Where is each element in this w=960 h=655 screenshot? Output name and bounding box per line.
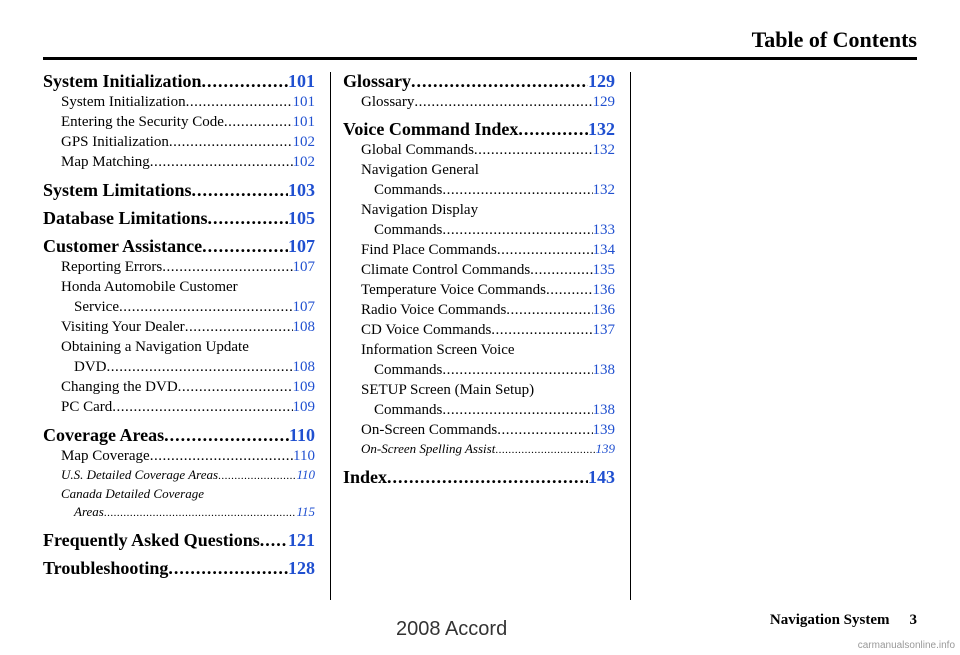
toc-item-reporting-errors[interactable]: Reporting Errors ..... 107: [43, 257, 315, 277]
toc-item-visiting-dealer[interactable]: Visiting Your Dealer ..... 108: [43, 317, 315, 337]
toc-item-global-commands[interactable]: Global Commands ..... 132: [343, 140, 615, 160]
toc-entry-system-initialization[interactable]: System Initialization ..... 101: [43, 70, 315, 92]
toc-item-canada-coverage-areas[interactable]: Areas ..... 115: [43, 503, 315, 522]
toc-item-radio-voice-commands[interactable]: Radio Voice Commands ..... 136: [343, 300, 615, 320]
header-rule: [43, 57, 917, 60]
toc-item-nav-display-commands[interactable]: Commands ..... 133: [343, 220, 615, 240]
footer-model: 2008 Accord: [396, 618, 508, 640]
toc-item-map-matching[interactable]: Map Matching ..... 102: [43, 152, 315, 172]
toc-item-climate-control-commands[interactable]: Climate Control Commands ..... 135: [343, 260, 615, 280]
toc-item-setup-screen-line1: SETUP Screen (Main Setup): [361, 382, 535, 398]
toc-item-info-screen-line1: Information Screen Voice: [361, 342, 515, 358]
toc-item-cd-voice-commands[interactable]: CD Voice Commands ..... 137: [343, 320, 615, 340]
toc-item-onscreen-spelling-assist[interactable]: On-Screen Spelling Assist ..... 139: [343, 440, 615, 459]
toc-item-find-place-commands[interactable]: Find Place Commands ..... 134: [343, 240, 615, 260]
toc-entry-customer-assistance[interactable]: Customer Assistance ..... 107: [43, 235, 315, 257]
toc-item-pc-card[interactable]: PC Card ..... 109: [43, 397, 315, 417]
footer-section-name: Navigation System: [769, 612, 890, 628]
toc-entry-database-limitations[interactable]: Database Limitations ..... 105: [43, 207, 315, 229]
toc-item-nav-general-line1: Navigation General: [361, 162, 479, 178]
toc-left-column: [43, 68, 315, 579]
toc-item-nav-display-line1: Navigation Display: [361, 202, 479, 218]
toc-item-info-screen-commands[interactable]: Commands ..... 138: [343, 360, 615, 380]
toc-item-obtaining-update-dvd[interactable]: DVD ..... 108: [43, 357, 315, 377]
footer-watermark: carmanualsonline.info: [857, 640, 955, 651]
toc-item-temperature-voice-commands[interactable]: Temperature Voice Commands ..... 136: [343, 280, 615, 300]
toc-item-glossary[interactable]: Glossary ..... 129: [343, 92, 615, 112]
toc-item-us-detailed-coverage[interactable]: U.S. Detailed Coverage Areas ..... 110: [43, 466, 315, 485]
toc-item-system-initialization[interactable]: System Initialization ..... 101: [43, 92, 315, 112]
column-divider-right: [630, 72, 631, 600]
toc-right-column: [343, 68, 615, 488]
toc-entry-coverage-areas[interactable]: Coverage Areas ..... 110: [43, 424, 315, 446]
toc-item-canada-coverage-line1: Canada Detailed Coverage: [61, 486, 204, 501]
footer-section-label: [770, 612, 917, 629]
page-number: 3: [909, 612, 917, 628]
toc-entry-glossary[interactable]: Glossary ..... 129: [343, 70, 615, 92]
toc-item-gps-initialization[interactable]: GPS Initialization ..... 102: [43, 132, 315, 152]
toc-item-security-code[interactable]: Entering the Security Code ..... 101: [43, 112, 315, 132]
toc-entry-troubleshooting[interactable]: Troubleshooting ..... 128: [43, 557, 315, 579]
page-title: Table of Contents: [751, 27, 917, 52]
toc-item-honda-customer-service[interactable]: Service ..... 107: [43, 297, 315, 317]
toc-item-map-coverage[interactable]: Map Coverage ..... 110: [43, 446, 315, 466]
toc-item-changing-dvd[interactable]: Changing the DVD ..... 109: [43, 377, 315, 397]
toc-item-setup-screen-commands[interactable]: Commands ..... 138: [343, 400, 615, 420]
toc-item-onscreen-commands[interactable]: On-Screen Commands ..... 139: [343, 420, 615, 440]
toc-item-nav-general-commands[interactable]: Commands ..... 132: [343, 180, 615, 200]
toc-entry-system-limitations[interactable]: System Limitations ..... 103: [43, 179, 315, 201]
toc-item-honda-customer-line1: Honda Automobile Customer: [61, 279, 238, 295]
toc-entry-faq[interactable]: Frequently Asked Questions ..... 121: [43, 529, 315, 551]
toc-entry-index[interactable]: Index ..... 143: [343, 466, 615, 488]
toc-item-obtaining-update-line1: Obtaining a Navigation Update: [61, 339, 249, 355]
toc-entry-voice-command-index[interactable]: Voice Command Index ..... 132: [343, 118, 615, 140]
column-divider-left: [330, 72, 331, 600]
